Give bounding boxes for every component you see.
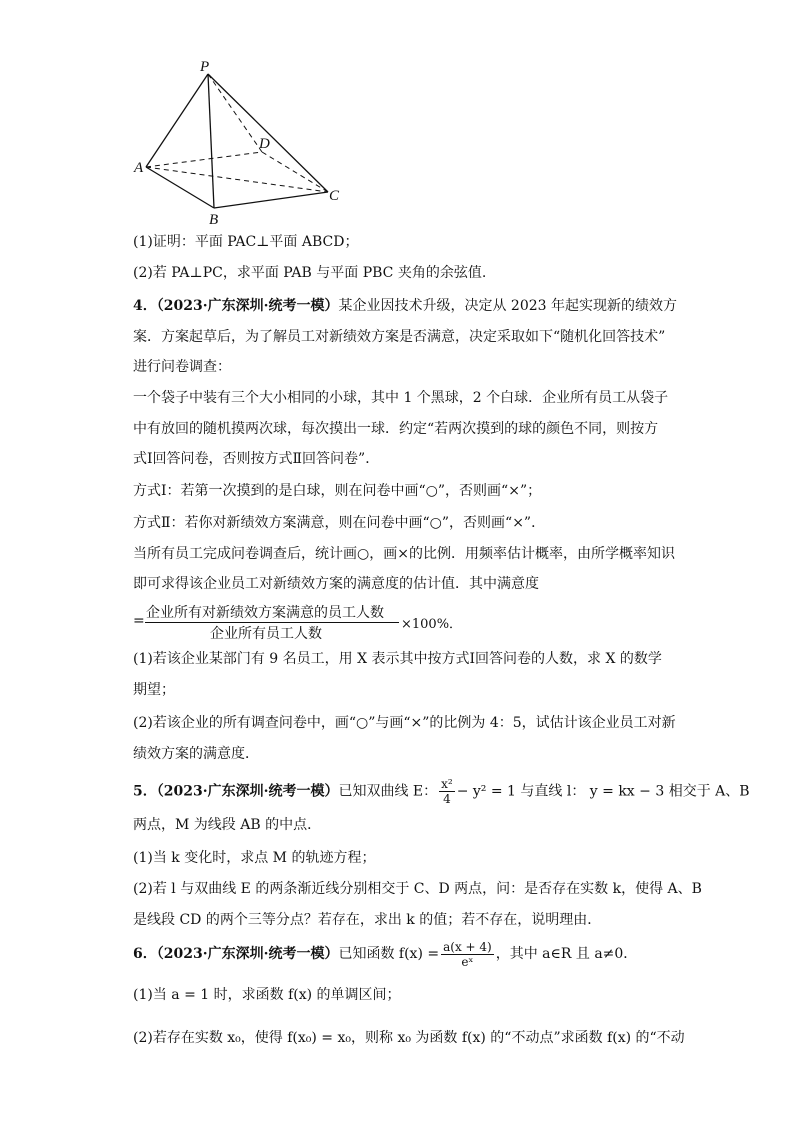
q4-line7: 方式Ⅰ：若第一次摸到的是白球，则在问卷中画“○”，否则画“×”； [133,483,542,499]
q4-line1 [133,296,677,316]
label-C: C [329,188,340,204]
q6-tail: ，其中 a∈R 且 a≠0． [495,946,638,962]
q4-source: （2023·广东深圳·统考一模） [156,298,339,314]
function-den: eˣ [461,954,474,969]
q4-line5: 中有放回的随机摸两次球，每次摸出一球．约定“若两次摸到的球的颜色不同，则按方 [133,421,659,437]
q4-line10: 即可求得该企业员工对新绩效方案的满意度的估计值．其中满意度 [133,576,539,592]
formula-denominator: 企业所有员工人数 [210,626,322,642]
pyramid-diagram [128,56,358,228]
formula-equals: = [133,613,145,629]
edge-PA [146,74,208,167]
edge-DC [262,152,328,192]
q4-part1-b: 期望； [133,682,175,698]
q4-part2-a: (2)若该企业的所有调查问卷中，画“○”与画“×”的比例为 4：5，试估计该企业员工对新 [133,715,676,731]
q3-part1: (1)证明：平面 PAC⊥平面 ABCD； [133,234,359,250]
satisfaction-formula [133,602,463,642]
function-fraction [441,940,494,969]
q4-line6: 式Ⅰ回答问卷，否则按方式Ⅱ回答问卷”． [133,451,380,467]
q5-part2-a: (2)若 l 与双曲线 E 的两条渐近线分别相交于 C、D 两点，问：是否存在实数 k，使得 A、B [133,881,702,897]
q6-line1 [133,939,637,969]
q5-line1 [133,777,750,806]
hyperbola-den: 4 [443,792,451,806]
formula-numerator: 企业所有对新绩效方案满意的员工人数 [146,605,384,621]
q5-number: 5． [133,783,157,800]
q5-pre: 已知双曲线 E： [338,783,438,800]
edge-BC [214,192,328,208]
q5-source: （2023·广东深圳·统考一模） [156,783,339,800]
q5-eq-tail: − y² = 1 与直线 l： y = kx − 3 相交于 A、B [456,783,750,800]
q4-number: 4． [133,298,157,314]
q4-part1-a: (1)若该企业某部门有 9 名员工，用 X 表示其中按方式Ⅰ回答问卷的人数，求 X 的数学 [133,651,662,667]
hyperbola-num: x² [441,777,453,791]
edge-AC [146,167,328,192]
q6-part2: (2)若存在实数 x₀，使得 f(x₀) = x₀，则称 x₀ 为函数 f(x) 的“不动点”求函数 f(x) 的“不动 [133,1030,685,1046]
edge-PC [208,74,328,192]
pyramid-figure [128,56,358,228]
label-A: A [134,160,144,176]
q6-pre: 已知函数 f(x) = [338,946,440,962]
label-D: D [259,136,270,152]
q6-part1: (1)当 a = 1 时，求函数 f(x) 的单调区间； [133,987,401,1003]
q4-line8: 方式Ⅱ：若你对新绩效方案满意，则在问卷中画“○”，否则画“×”． [133,515,546,531]
q4-line3: 进行问卷调查： [133,359,231,375]
q4-text-1: 某企业因技术升级，决定从 2023 年起实现新的绩效方 [338,298,677,314]
label-B: B [209,212,219,228]
q5-line2: 两点，M 为线段 AB 的中点． [133,817,322,833]
edge-PD [208,74,262,152]
q4-line9: 当所有员工完成问卷调查后，统计画○，画×的比例．用频率估计概率，由所学概率知识 [133,546,675,562]
edge-AB [146,167,214,208]
q3-part2: (2)若 PA⊥PC，求平面 PAB 与平面 PBC 夹角的余弦值. [133,265,487,281]
edge-PB [208,74,214,208]
function-num: a(x + 4) [443,939,492,954]
edge-AD [146,152,262,167]
formula-tail: ×100%． [401,617,463,632]
label-P: P [200,59,210,75]
q5-part2-b: 是线段 CD 的两个三等分点？若存在，求出 k 的值；若不存在，说明理由． [133,912,602,928]
q6-source: （2023·广东深圳·统考一模） [156,946,339,962]
q4-line4: 一个袋子中装有三个大小相同的小球，其中 1 个黑球，2 个白球．企业所有员工从袋子 [133,390,669,406]
q6-number: 6． [133,946,157,962]
q4-part2-b: 绩效方案的满意度． [133,746,259,762]
hyperbola-fraction [439,777,455,806]
q4-line2: 案．方案起草后，为了解员工对新绩效方案是否满意，决定采取如下“随机化回答技术” [133,329,666,345]
q5-part1: (1)当 k 变化时，求点 M 的轨迹方程； [133,850,376,866]
